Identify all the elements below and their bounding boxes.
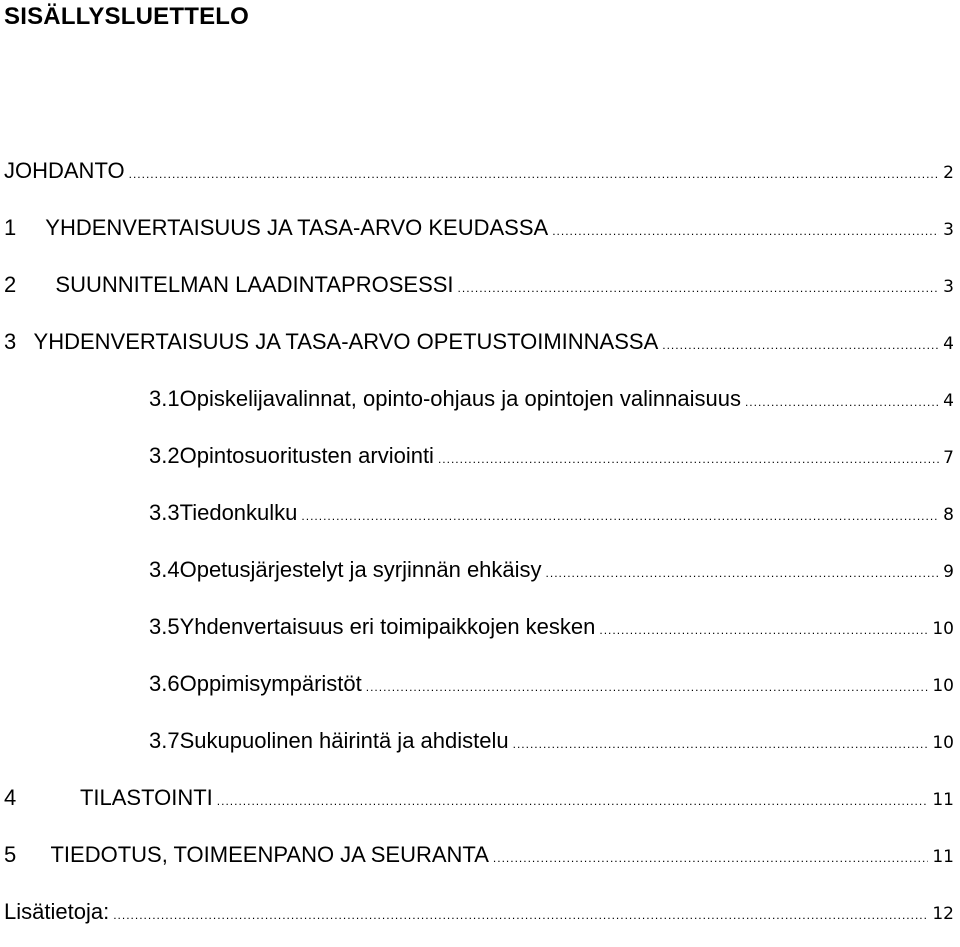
dot-leader bbox=[458, 271, 940, 305]
toc-entry-number: 3.4 bbox=[149, 557, 180, 582]
toc-entry-2[interactable] bbox=[0, 268, 954, 302]
toc-entry-number: 1 bbox=[4, 215, 17, 240]
toc-entry-johdanto[interactable] bbox=[0, 154, 954, 188]
toc-entry-text: Oppimisympäristöt bbox=[179, 671, 362, 696]
toc-entry-number: 4 bbox=[4, 785, 17, 810]
toc-entry-page: 4 bbox=[943, 334, 954, 354]
toc-entry-text: JOHDANTO bbox=[4, 158, 125, 183]
toc-entry-page: 10 bbox=[932, 676, 954, 696]
toc-entry-number: 3.7 bbox=[149, 728, 180, 753]
toc-entry-lisatietoja[interactable] bbox=[0, 895, 954, 929]
toc-entry-text: Opiskelijavalinnat, opinto-ohjaus ja opintojen valinnaisuus bbox=[179, 386, 741, 411]
toc-entry-text: Lisätietoja: bbox=[4, 899, 110, 924]
toc-entry-text: YHDENVERTAISUUS JA TASA-ARVO KEUDASSA bbox=[45, 215, 549, 240]
toc-entry-page: 9 bbox=[943, 562, 954, 582]
dot-leader bbox=[366, 670, 929, 704]
dot-leader bbox=[745, 385, 939, 419]
toc-entry-text: TILASTOINTI bbox=[79, 785, 213, 810]
dot-leader bbox=[552, 214, 939, 248]
toc-entry-3[interactable] bbox=[0, 325, 954, 359]
dot-leader bbox=[301, 499, 939, 533]
toc-entry-text: TIEDOTUS, TOIMEENPANO JA SEURANTA bbox=[50, 842, 489, 867]
toc-entry-3-7[interactable] bbox=[149, 724, 954, 758]
toc-entry-number: 3.3 bbox=[149, 500, 180, 525]
toc-entry-3-6[interactable] bbox=[149, 667, 954, 701]
toc-entry-text: Sukupuolinen häirintä ja ahdistelu bbox=[179, 728, 509, 753]
toc-entry-number: 3 bbox=[4, 329, 17, 354]
toc-entry-page: 8 bbox=[943, 505, 954, 525]
toc-entry-text: YHDENVERTAISUUS JA TASA-ARVO OPETUSTOIMINNASSA bbox=[33, 329, 659, 354]
dot-leader bbox=[113, 898, 928, 932]
toc-entry-page: 3 bbox=[943, 277, 954, 297]
dot-leader bbox=[217, 784, 929, 818]
toc-entry-3-1[interactable] bbox=[149, 382, 954, 416]
dot-leader bbox=[438, 442, 939, 476]
toc-entry-page: 2 bbox=[943, 163, 954, 183]
toc-entry-page: 11 bbox=[932, 790, 954, 810]
dot-leader bbox=[513, 727, 929, 761]
toc-title: SISÄLLYSLUETTELO bbox=[4, 3, 250, 30]
toc-entry-4[interactable] bbox=[0, 781, 954, 815]
toc-entry-text: SUUNNITELMAN LAADINTAPROSESSI bbox=[55, 272, 454, 297]
toc-entry-number: 3.6 bbox=[149, 671, 180, 696]
toc-entry-1[interactable] bbox=[0, 211, 954, 245]
toc-entry-3-4[interactable] bbox=[149, 553, 954, 587]
toc-entry-page: 10 bbox=[932, 619, 954, 639]
toc-entry-page: 10 bbox=[932, 733, 954, 753]
dot-leader bbox=[493, 841, 928, 875]
dot-leader bbox=[599, 613, 928, 647]
toc-entry-text: Opetusjärjestelyt ja syrjinnän ehkäisy bbox=[179, 557, 542, 582]
dot-leader bbox=[129, 157, 940, 191]
toc-entry-text: Tiedonkulku bbox=[179, 500, 298, 525]
toc-entry-page: 12 bbox=[932, 904, 954, 924]
dot-leader bbox=[662, 328, 939, 362]
toc-entry-3-2[interactable] bbox=[149, 439, 954, 473]
toc-entry-text: Yhdenvertaisuus eri toimipaikkojen kesken bbox=[179, 614, 596, 639]
toc-entry-number: 2 bbox=[4, 272, 17, 297]
toc-entry-number: 5 bbox=[4, 842, 17, 867]
toc-entry-page: 3 bbox=[943, 220, 954, 240]
toc-entry-3-5[interactable] bbox=[149, 610, 954, 644]
toc-entry-number: 3.1 bbox=[149, 386, 180, 411]
toc-entry-3-3[interactable] bbox=[149, 496, 954, 530]
toc-entry-text: Opintosuoritusten arviointi bbox=[179, 443, 434, 468]
toc-entry-page: 4 bbox=[943, 391, 954, 411]
toc-entry-number: 3.2 bbox=[149, 443, 180, 468]
toc-entry-5[interactable] bbox=[0, 838, 954, 872]
toc-entry-page: 11 bbox=[932, 847, 954, 867]
toc-entry-page: 7 bbox=[943, 448, 954, 468]
toc-entry-number: 3.5 bbox=[149, 614, 180, 639]
dot-leader bbox=[546, 556, 940, 590]
